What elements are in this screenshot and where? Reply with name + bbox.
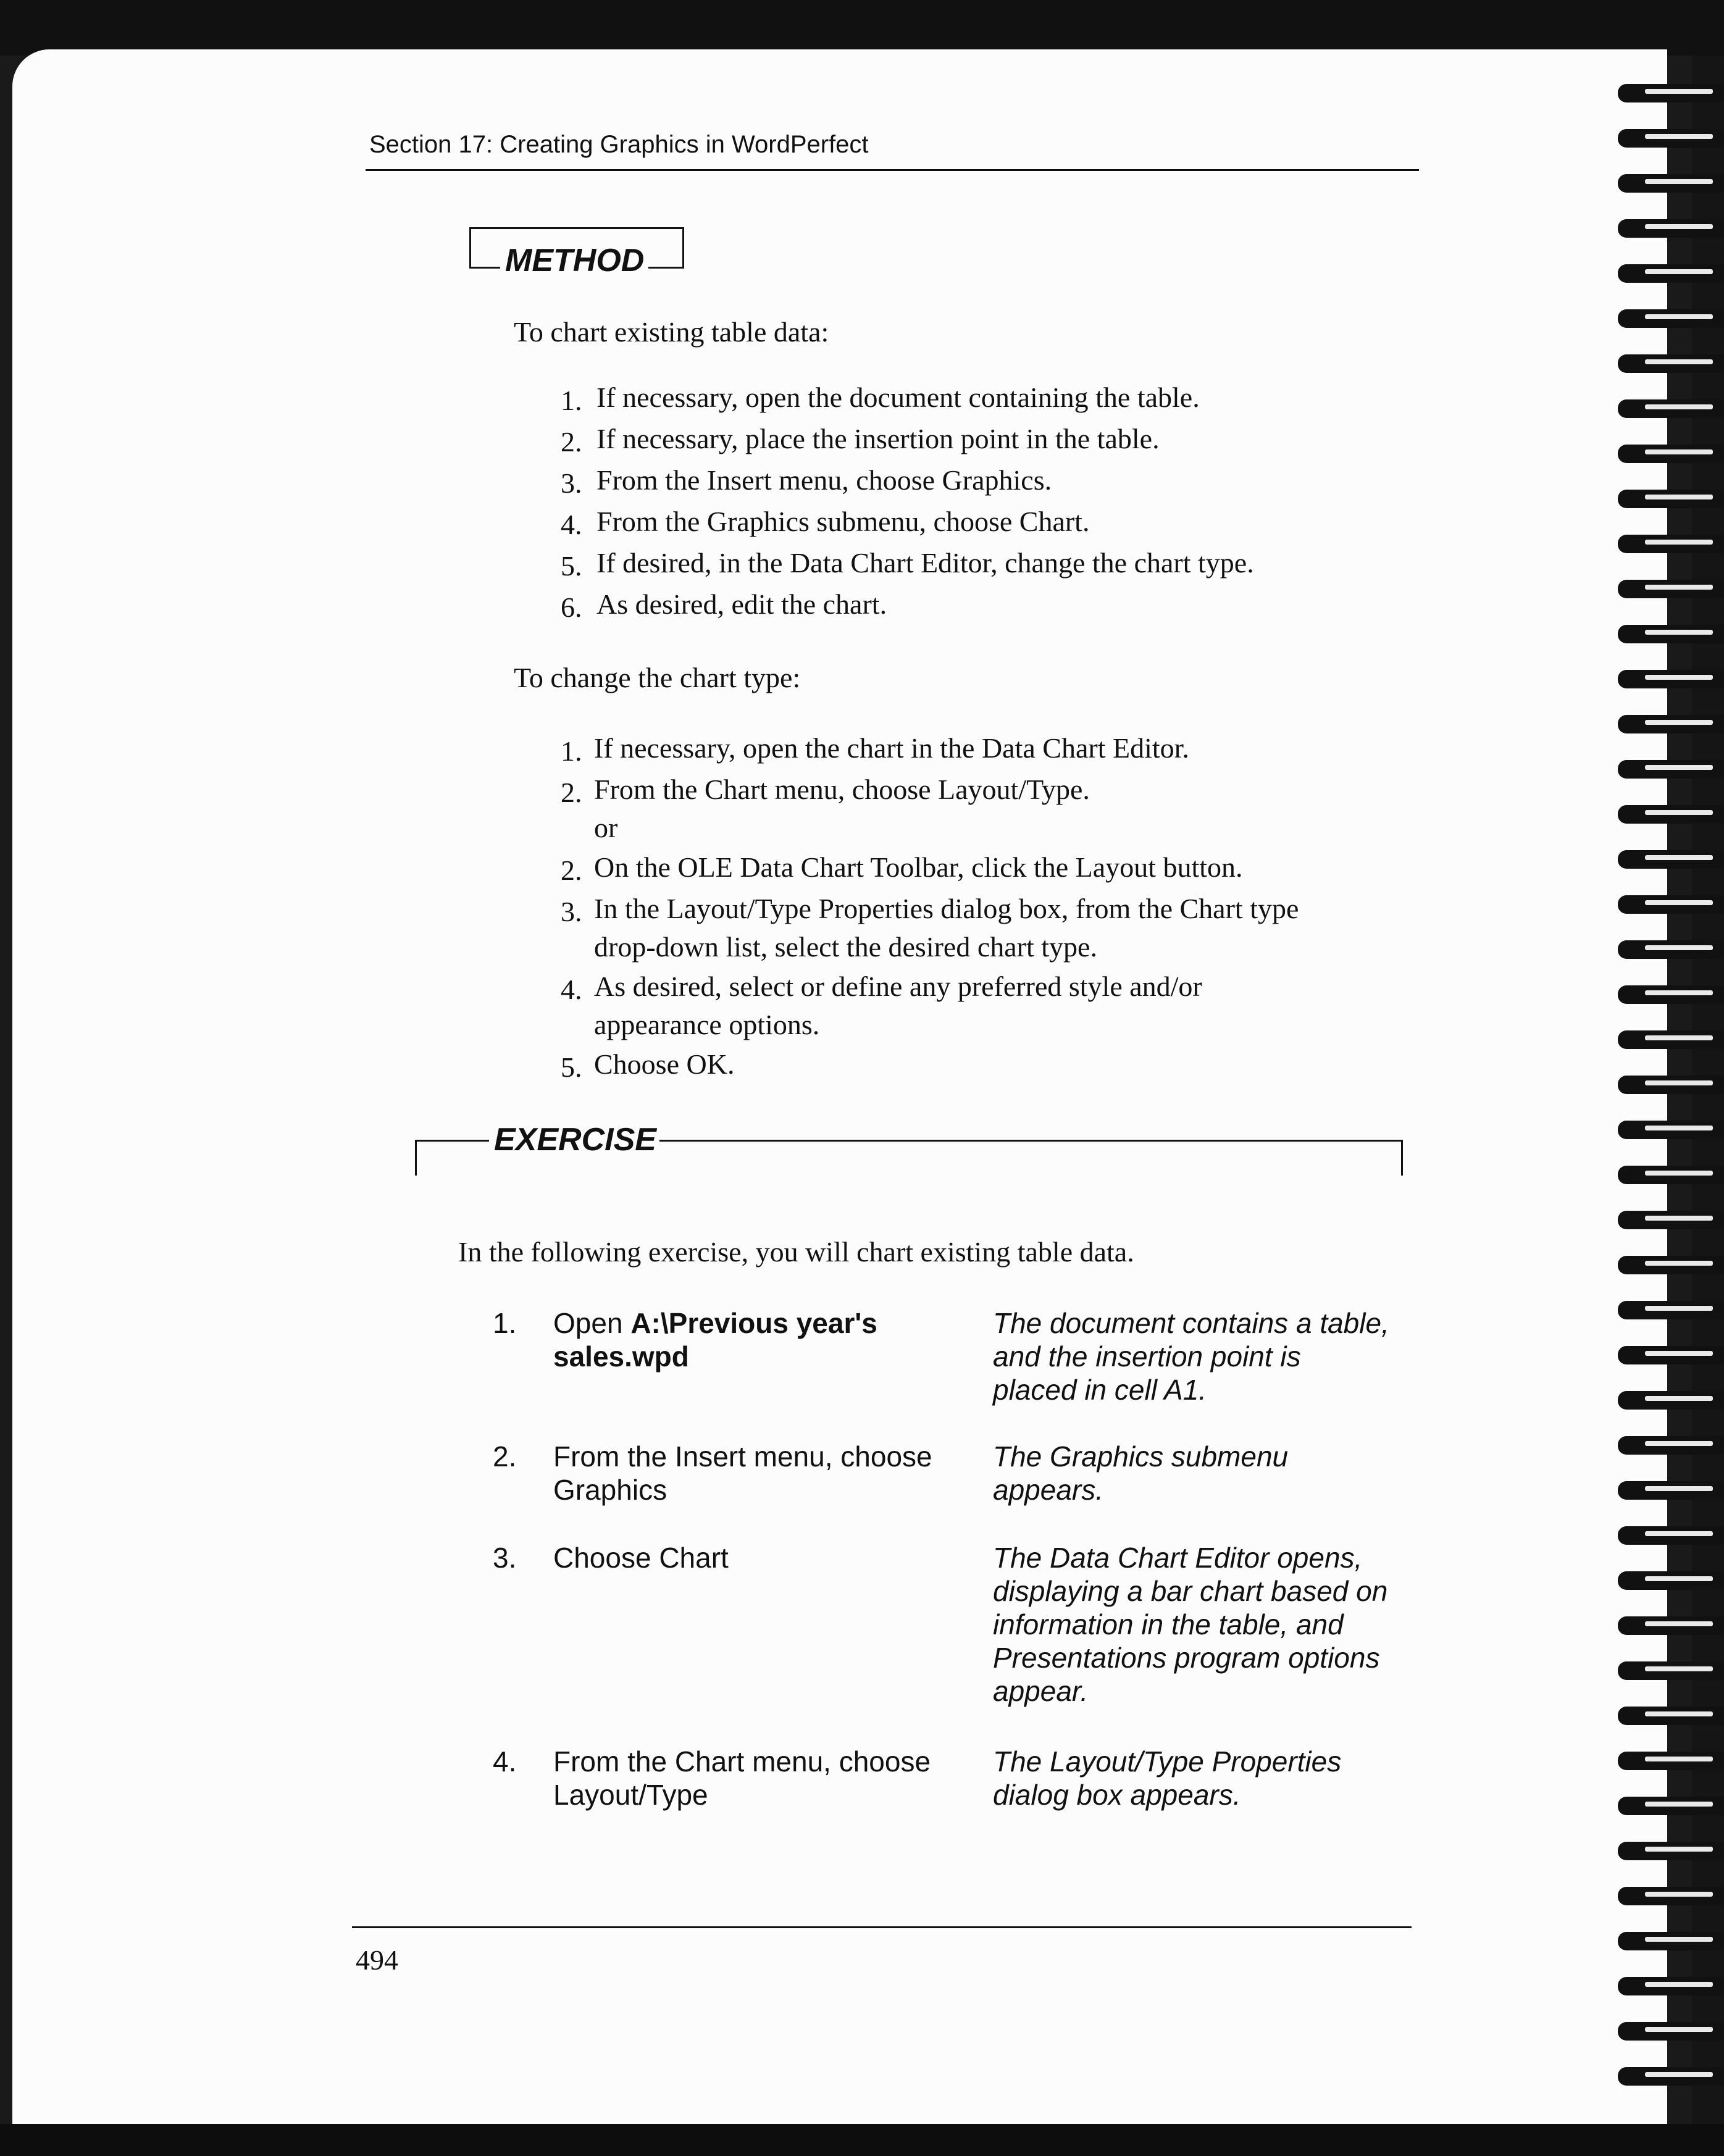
file-path: A:\Previous year's: [630, 1307, 877, 1339]
exercise-step-number: 1.: [493, 1307, 517, 1339]
list-item-number: 2.: [561, 854, 582, 886]
spiral-coil: [1618, 1391, 1724, 1410]
exercise-intro: In the following exercise, you will chart existing table data.: [458, 1236, 1134, 1268]
spiral-coil: [1618, 84, 1724, 102]
note-line: appear.: [993, 1675, 1089, 1707]
spiral-coil: [1618, 1707, 1724, 1725]
spiral-coil: [1618, 1346, 1724, 1364]
scan-border-top: [0, 0, 1724, 56]
spiral-coil: [1618, 1256, 1724, 1274]
action-line: Choose Chart: [553, 1542, 729, 1574]
exercise-frame-top-right: [659, 1140, 1403, 1142]
exercise-frame-left: [415, 1140, 417, 1176]
spiral-coil: [1618, 1571, 1724, 1590]
spiral-coil: [1618, 1616, 1724, 1635]
spiral-coil: [1618, 445, 1724, 463]
list-item-text: If necessary, open the document containing the table.: [596, 382, 1200, 413]
spiral-coil: [1618, 850, 1724, 869]
running-header: Section 17: Creating Graphics in WordPerfect: [369, 131, 869, 158]
spiral-coil: [1618, 174, 1724, 193]
exercise-step-number: 4.: [493, 1745, 517, 1778]
note-line: information in the table, and: [993, 1608, 1344, 1640]
spiral-coil: [1618, 985, 1724, 1004]
spiral-coil: [1618, 535, 1724, 553]
spiral-coil: [1618, 1661, 1724, 1680]
spiral-coil: [1618, 1481, 1724, 1500]
exercise-step-action: [553, 1541, 948, 1574]
list-item-number: 4.: [561, 509, 582, 540]
method-box-bottom-left: [469, 267, 500, 269]
exercise-step-note: [993, 1440, 1425, 1506]
method-intro-change-type: To change the chart type:: [514, 662, 801, 693]
spiral-coil: [1618, 1887, 1724, 1905]
method-intro-chart-table: To chart existing table data:: [514, 316, 829, 348]
spiral-coil: [1618, 1301, 1724, 1319]
method-box-left: [469, 227, 471, 268]
exercise-step-note: [993, 1745, 1425, 1811]
list-item-number: 2.: [561, 426, 582, 458]
spiral-coil: [1618, 219, 1724, 238]
exercise-step-note: [993, 1306, 1425, 1406]
footer-rule: [352, 1926, 1412, 1928]
spiral-coil: [1618, 625, 1724, 643]
list-item-number: 1.: [561, 385, 582, 416]
spiral-coil: [1618, 1842, 1724, 1860]
list-item-or: or: [594, 812, 618, 843]
spiral-coil: [1618, 309, 1724, 328]
action-line: From the Insert menu, choose: [553, 1440, 932, 1473]
method-box-bottom-right: [648, 267, 684, 269]
method-box-right: [682, 227, 684, 268]
spiral-coil: [1618, 1211, 1724, 1229]
note-line: The Data Chart Editor opens,: [993, 1542, 1363, 1574]
spiral-coil: [1618, 1436, 1724, 1455]
list-item-text: If necessary, open the chart in the Data Chart Editor.: [594, 732, 1189, 764]
exercise-step-action: [553, 1306, 936, 1373]
spiral-binding: [1599, 68, 1724, 2124]
spiral-coil: [1618, 760, 1724, 779]
exercise-heading: EXERCISE: [494, 1122, 656, 1158]
spiral-coil: [1618, 715, 1724, 733]
method-box-top: [469, 227, 684, 229]
action-line: Graphics: [553, 1474, 667, 1506]
spiral-coil: [1618, 129, 1724, 148]
note-line: dialog box appears.: [993, 1779, 1241, 1811]
page: [12, 49, 1667, 2130]
exercise-frame-top-left: [415, 1140, 489, 1142]
page-number: 494: [356, 1944, 398, 1976]
list-item-text-continued: drop-down list, select the desired chart type.: [594, 931, 1097, 963]
exercise-frame-right: [1401, 1140, 1403, 1176]
spiral-coil: [1618, 1752, 1724, 1770]
spiral-coil: [1618, 580, 1724, 598]
list-item-number: 5.: [561, 1051, 582, 1083]
exercise-step-action: [553, 1440, 948, 1506]
spiral-coil: [1618, 399, 1724, 418]
note-line: The Graphics submenu: [993, 1440, 1289, 1473]
list-item-number: 4.: [561, 974, 582, 1005]
note-line: The Layout/Type Properties: [993, 1745, 1342, 1778]
spiral-coil: [1618, 264, 1724, 283]
spiral-coil: [1618, 1030, 1724, 1049]
list-item-text: From the Chart menu, choose Layout/Type.: [594, 774, 1090, 805]
spiral-coil: [1618, 354, 1724, 373]
scan-border-bottom: [0, 2124, 1724, 2156]
list-item-text: If necessary, place the insertion point in the table.: [596, 423, 1160, 454]
header-rule: [366, 169, 1419, 171]
spiral-coil: [1618, 490, 1724, 508]
list-item-number: 2.: [561, 777, 582, 808]
list-item-text: In the Layout/Type Properties dialog box, from the Chart type: [594, 893, 1299, 924]
method-heading: METHOD: [505, 243, 645, 278]
note-line: and the insertion point is: [993, 1340, 1301, 1373]
spiral-coil: [1618, 1932, 1724, 1950]
exercise-step-number: 2.: [493, 1440, 517, 1473]
spiral-coil: [1618, 1076, 1724, 1094]
action-prefix: Open: [553, 1307, 631, 1339]
spiral-coil: [1618, 670, 1724, 688]
action-line: From the Chart menu, choose: [553, 1745, 931, 1778]
list-item-text: As desired, edit the chart.: [596, 588, 887, 620]
list-item-text: From the Insert menu, choose Graphics.: [596, 464, 1052, 496]
spiral-coil: [1618, 805, 1724, 824]
list-item-text: Choose OK.: [594, 1048, 735, 1080]
exercise-step-action: [553, 1745, 948, 1811]
spiral-coil: [1618, 1526, 1724, 1545]
spiral-coil: [1618, 1121, 1724, 1139]
list-item-text-continued: appearance options.: [594, 1009, 820, 1040]
spiral-coil: [1618, 1977, 1724, 1995]
spiral-coil: [1618, 1166, 1724, 1184]
action-line: Layout/Type: [553, 1779, 708, 1811]
list-item-number: 3.: [561, 467, 582, 499]
spiral-coil: [1618, 2022, 1724, 2041]
list-item-number: 6.: [561, 591, 582, 623]
list-item-text: On the OLE Data Chart Toolbar, click the Layout button.: [594, 851, 1243, 883]
list-item-text: As desired, select or define any preferred style and/or: [594, 971, 1202, 1002]
list-item-number: 5.: [561, 550, 582, 582]
note-line: The document contains a table,: [993, 1307, 1389, 1339]
list-item-text: From the Graphics submenu, choose Chart.: [596, 506, 1090, 537]
note-line: Presentations program options: [993, 1642, 1380, 1674]
list-item-number: 3.: [561, 896, 582, 927]
file-name: sales.wpd: [553, 1340, 689, 1373]
note-line: displaying a bar chart based on: [993, 1575, 1388, 1607]
spiral-coil: [1618, 895, 1724, 914]
note-line: appears.: [993, 1474, 1104, 1506]
note-line: placed in cell A1.: [993, 1374, 1207, 1406]
list-item-text: If desired, in the Data Chart Editor, change the chart type.: [596, 547, 1254, 579]
exercise-step-note: [993, 1541, 1437, 1708]
exercise-step-number: 3.: [493, 1542, 517, 1574]
spiral-coil: [1618, 940, 1724, 959]
spiral-coil: [1618, 1797, 1724, 1815]
spiral-coil: [1618, 2067, 1724, 2086]
list-item-number: 1.: [561, 735, 582, 767]
